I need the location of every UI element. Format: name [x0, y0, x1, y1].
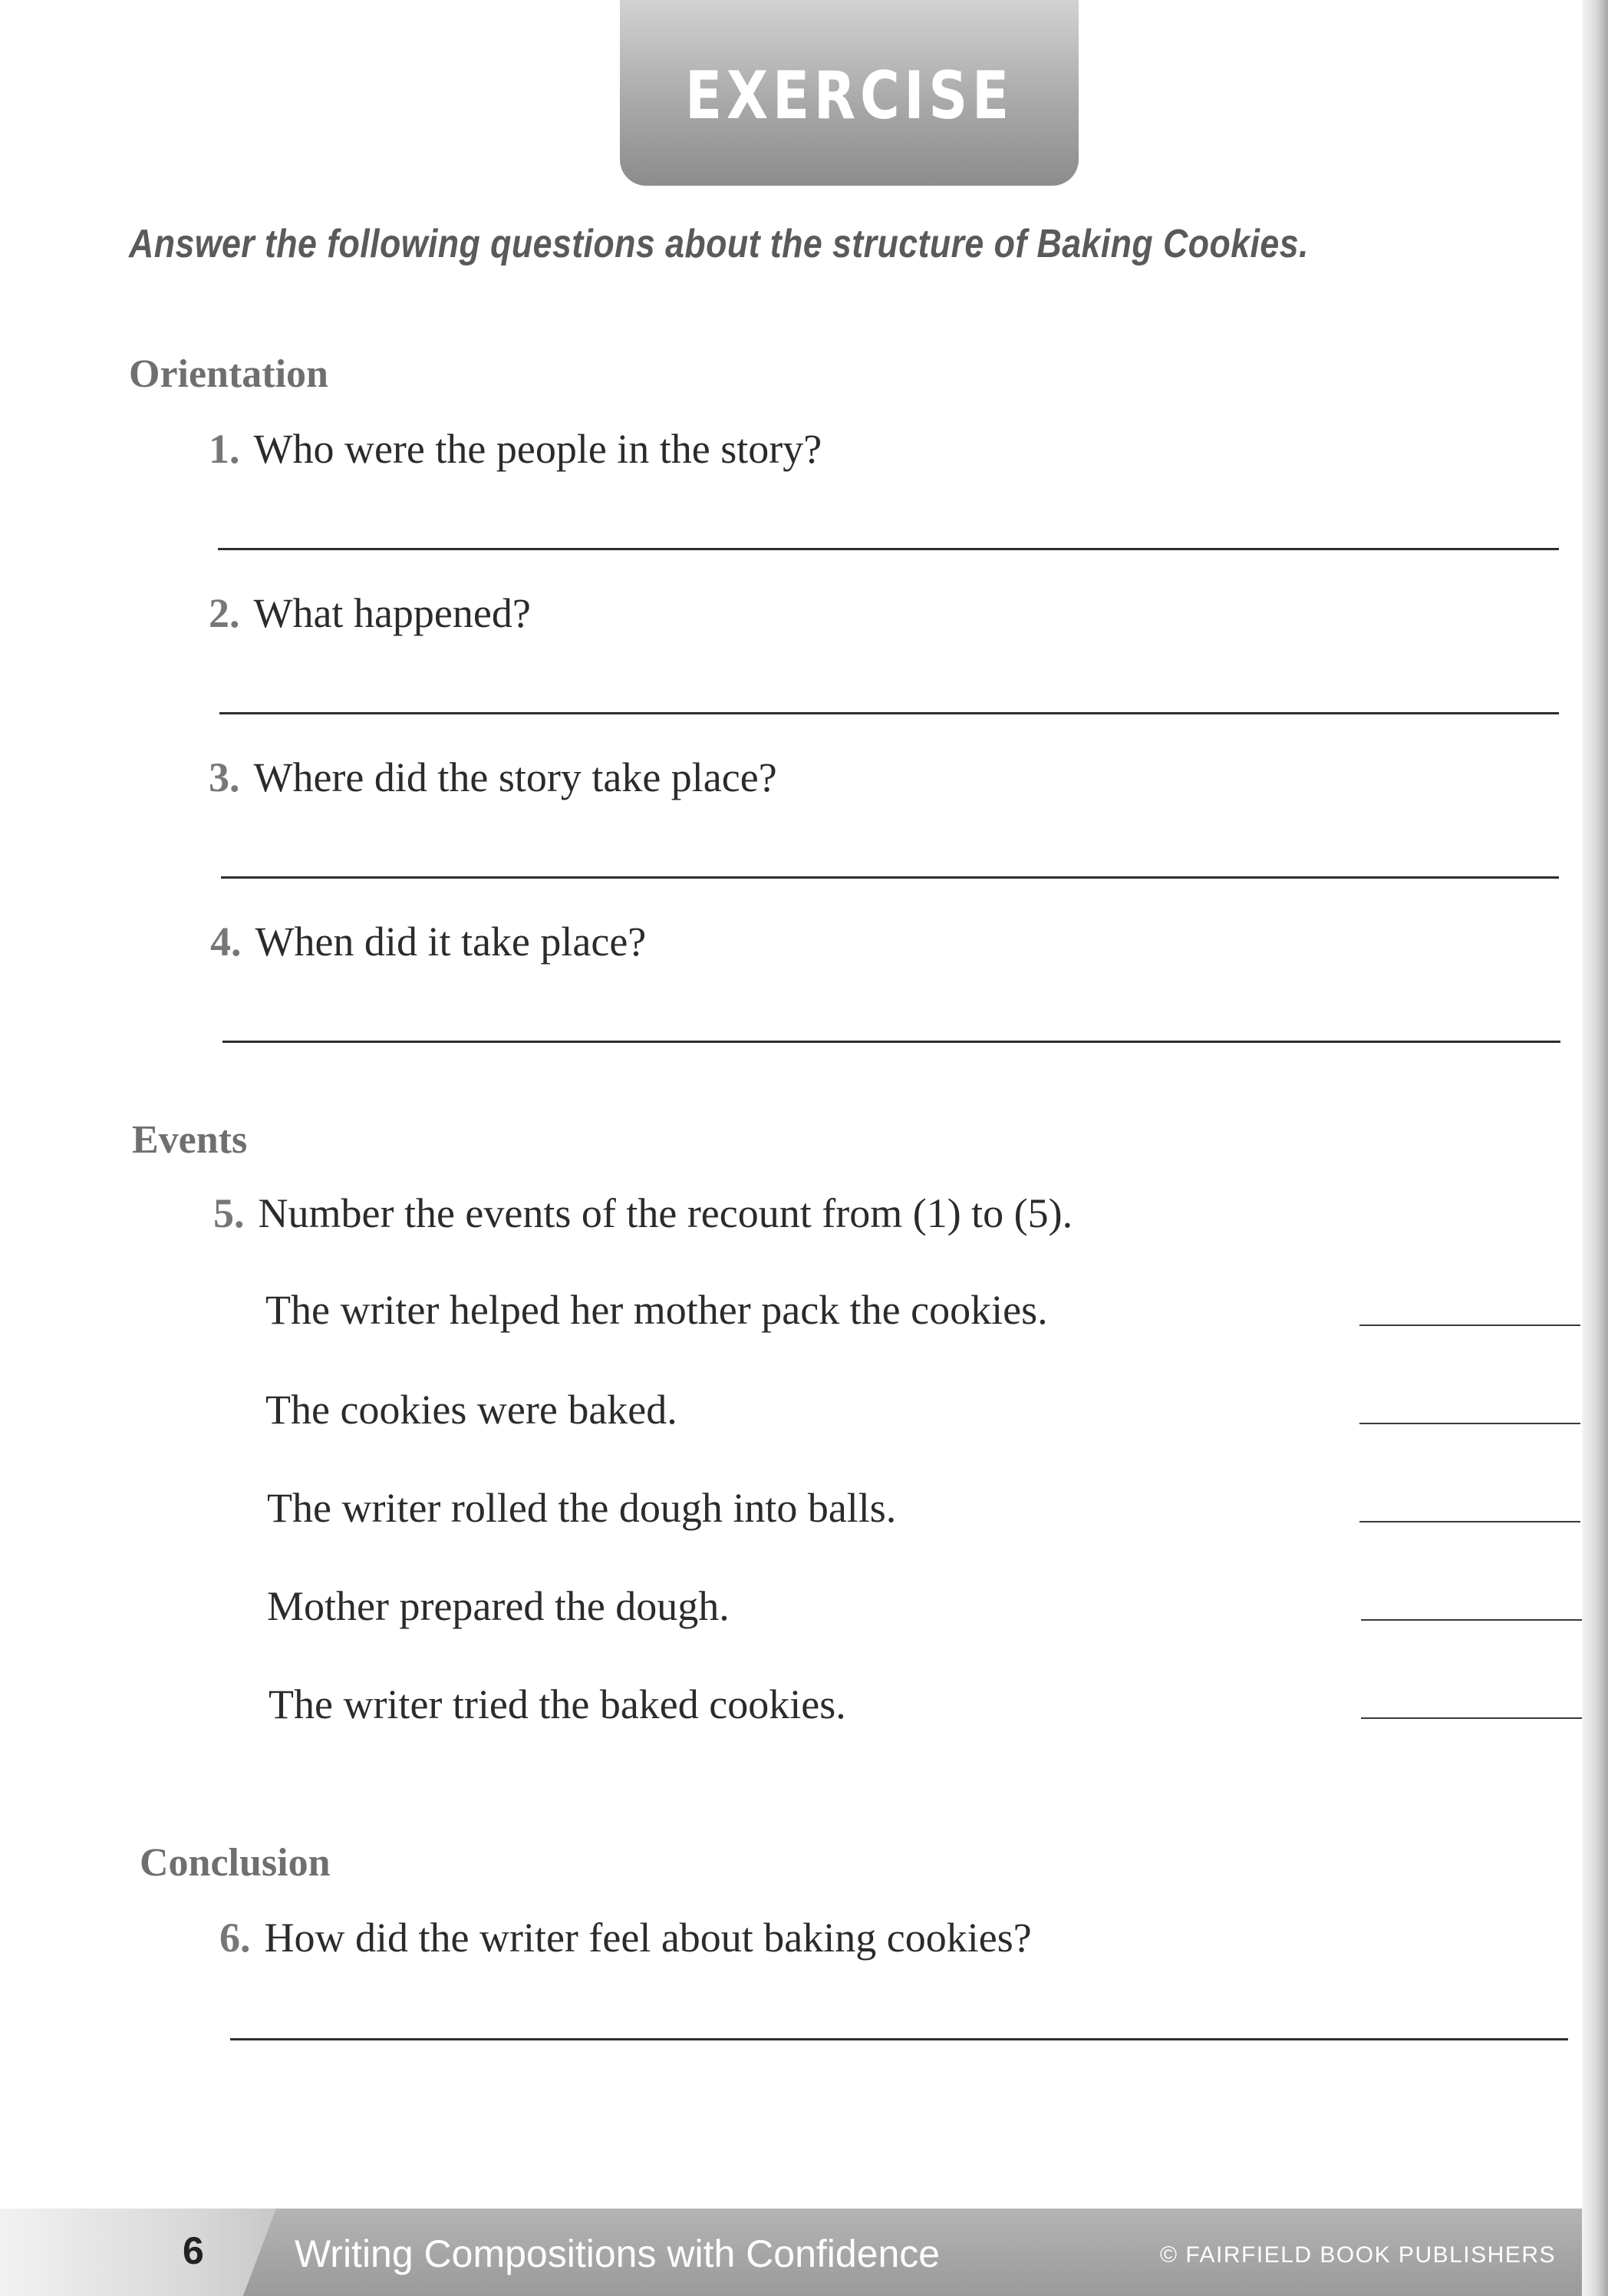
question-number: 5.	[213, 1190, 245, 1236]
question-2	[209, 589, 531, 637]
answer-line-4[interactable]	[222, 1041, 1560, 1043]
exercise-header-tab	[620, 0, 1079, 186]
page-footer	[0, 2209, 1582, 2296]
event-blank-3[interactable]	[1359, 1521, 1580, 1522]
question-text: Who were the people in the story?	[253, 426, 822, 472]
event-blank-2[interactable]	[1359, 1423, 1580, 1424]
event-blank-4[interactable]	[1361, 1619, 1582, 1621]
event-item-1: The writer helped her mother pack the cookies.	[265, 1287, 1048, 1333]
event-blank-5[interactable]	[1361, 1717, 1582, 1719]
answer-line-1[interactable]	[218, 548, 1559, 550]
page-number: 6	[183, 2229, 204, 2272]
book-title: Writing Compositions with Confidence	[295, 2232, 941, 2275]
question-4	[210, 918, 646, 965]
question-number: 6.	[219, 1915, 251, 1961]
section-heading-orientation: Orientation	[129, 352, 328, 396]
question-text: When did it take place?	[255, 919, 647, 965]
question-text: Where did the story take place?	[253, 754, 777, 800]
instruction-text: Answer the following questions about the structure of Baking Cookies.	[129, 222, 1309, 266]
answer-line-2[interactable]	[219, 712, 1559, 714]
event-item-4: Mother prepared the dough.	[267, 1583, 730, 1629]
question-6	[219, 1914, 1032, 1961]
event-item-5: The writer tried the baked cookies.	[269, 1681, 846, 1727]
question-text: What happened?	[253, 590, 531, 636]
section-heading-events: Events	[132, 1118, 248, 1162]
section-heading-conclusion: Conclusion	[140, 1841, 331, 1885]
question-3	[209, 754, 777, 801]
exercise-title: EXERCISE	[685, 58, 1013, 134]
question-number: 3.	[209, 754, 240, 800]
answer-line-3[interactable]	[221, 876, 1559, 879]
question-number: 4.	[210, 919, 242, 965]
question-5	[213, 1189, 1073, 1237]
question-text: How did the writer feel about baking cookies?	[264, 1915, 1032, 1961]
question-1	[209, 425, 822, 473]
event-item-2: The cookies were baked.	[265, 1387, 677, 1433]
question-number: 2.	[209, 590, 240, 636]
question-text: Number the events of the recount from (1) to (5).	[258, 1190, 1073, 1236]
answer-line-6[interactable]	[230, 2038, 1568, 2040]
question-number: 1.	[209, 426, 240, 472]
event-blank-1[interactable]	[1359, 1324, 1580, 1326]
footer-page-tab	[0, 2209, 276, 2296]
page-edge-shadow	[1582, 0, 1608, 2296]
event-item-3: The writer rolled the dough into balls.	[267, 1485, 897, 1531]
copyright-notice: © FAIRFIELD BOOK PUBLISHERS	[1159, 2242, 1556, 2268]
